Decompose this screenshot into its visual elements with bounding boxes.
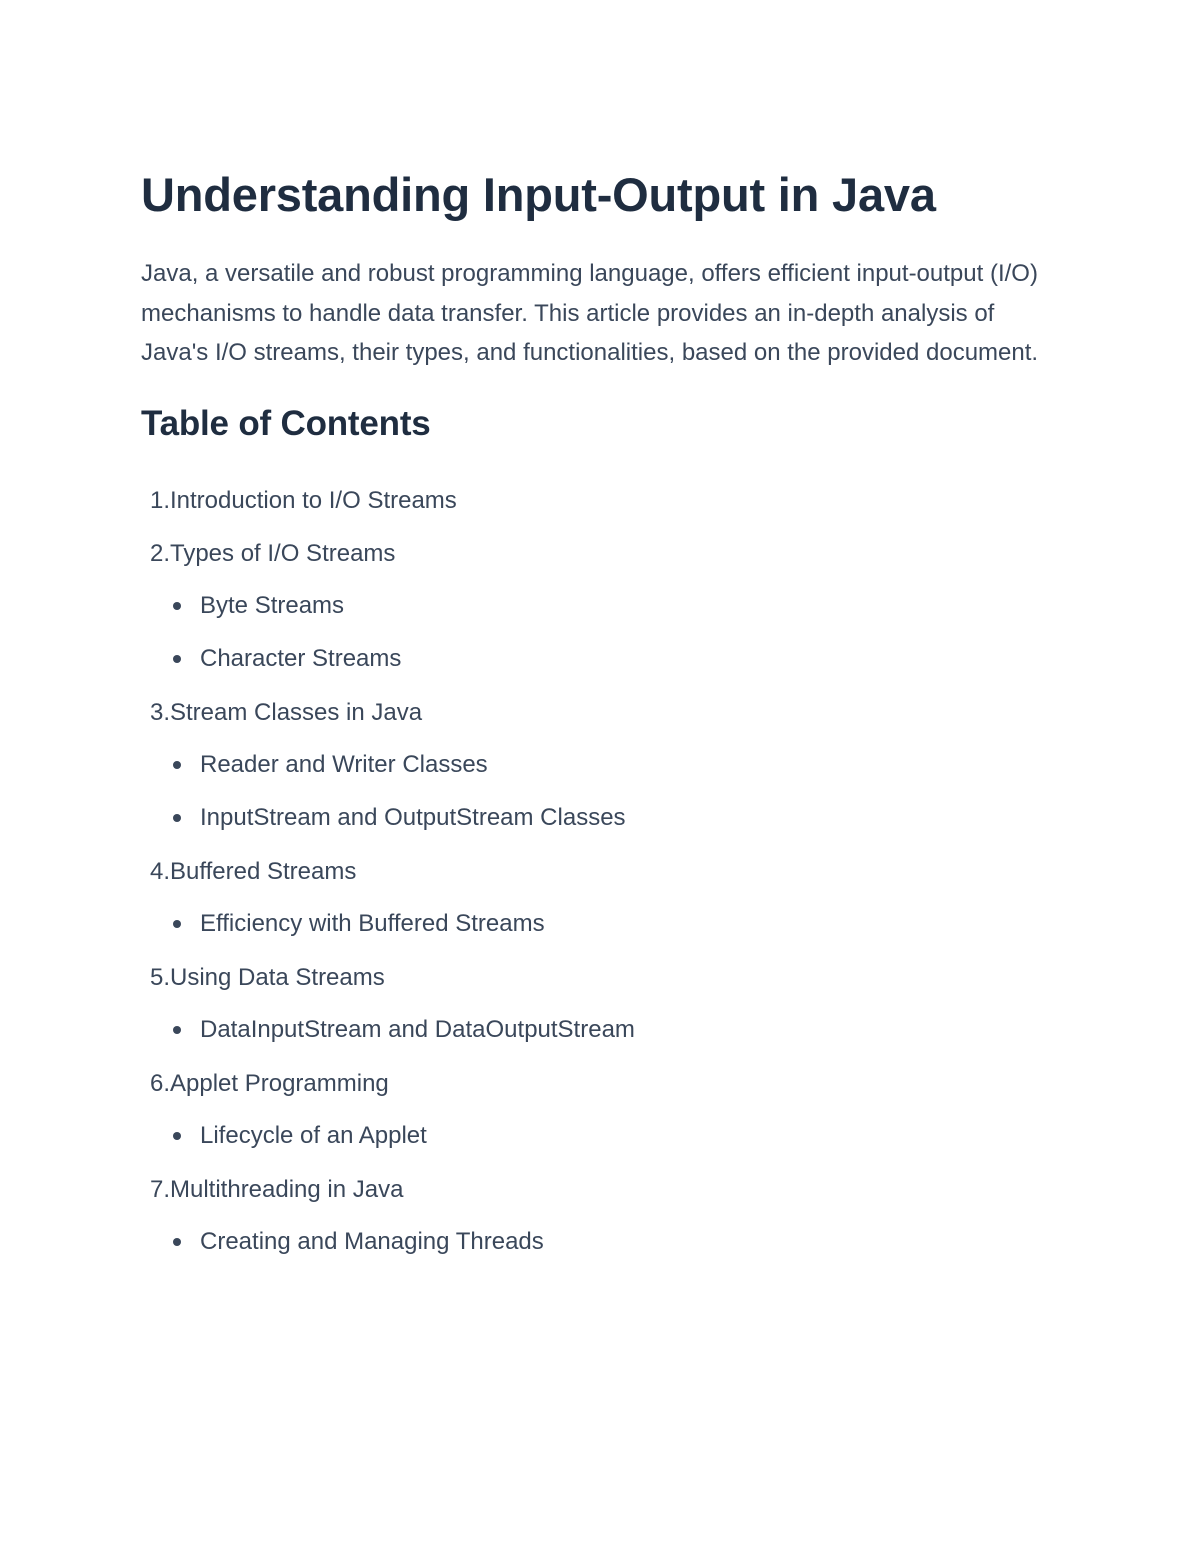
toc-sublist <box>141 898 1051 951</box>
toc-item <box>141 686 1051 845</box>
toc-entry <box>141 951 1051 1004</box>
toc-sublist <box>141 1110 1051 1163</box>
toc-item-number: 4. <box>149 857 170 885</box>
toc-subitem <box>141 1216 1051 1269</box>
toc-subitem-label: Efficiency with Buffered Streams <box>200 910 545 937</box>
toc-subitem-label: Character Streams <box>200 645 402 672</box>
toc-item <box>141 951 1051 1057</box>
bullet-icon <box>173 920 181 928</box>
toc-item-number: 6. <box>149 1069 170 1097</box>
toc-subitem-label: InputStream and OutputStream Classes <box>200 804 626 831</box>
toc-item-label: Stream Classes in Java <box>170 698 423 726</box>
toc-subitem <box>141 580 1051 633</box>
toc-item-label: Introduction to I/O Streams <box>170 486 457 514</box>
bullet-icon <box>173 602 181 610</box>
toc-item-number: 2. <box>149 539 170 567</box>
toc-item-number: 3. <box>149 698 170 726</box>
toc-entry <box>141 845 1051 898</box>
bullet-icon <box>173 1132 181 1140</box>
toc-entry <box>141 474 1051 527</box>
toc-item-label: Types of I/O Streams <box>170 539 396 567</box>
toc-item-label: Buffered Streams <box>170 857 357 885</box>
toc-item <box>141 527 1051 686</box>
toc-item <box>141 474 1051 527</box>
bullet-icon <box>173 1026 181 1034</box>
toc-subitem <box>141 1004 1051 1057</box>
toc-item-number: 5. <box>149 963 170 991</box>
toc-subitem <box>141 739 1051 792</box>
toc-entry <box>141 527 1051 580</box>
toc-heading: Table of Contents <box>141 403 431 443</box>
bullet-icon <box>173 761 181 769</box>
toc-subitem <box>141 792 1051 845</box>
toc-sublist <box>141 739 1051 845</box>
toc-item-label: Using Data Streams <box>170 963 385 991</box>
toc-item-number: 7. <box>149 1175 170 1203</box>
toc-sublist <box>141 580 1051 686</box>
toc-subitem-label: Byte Streams <box>200 592 345 619</box>
toc-entry <box>141 1057 1051 1110</box>
table-of-contents <box>141 474 1051 1269</box>
bullet-icon <box>173 814 181 822</box>
toc-subitem-label: DataInputStream and DataOutputStream <box>200 1016 635 1043</box>
toc-sublist <box>141 1216 1051 1269</box>
toc-item <box>141 1057 1051 1163</box>
toc-subitem-label: Creating and Managing Threads <box>200 1228 544 1255</box>
toc-item <box>141 1163 1051 1269</box>
toc-sublist <box>141 1004 1051 1057</box>
toc-entry <box>141 686 1051 739</box>
toc-entry <box>141 1163 1051 1216</box>
intro-paragraph: Java, a versatile and robust programming language, offers efficient input-output (I/O) mechanisms to handle data transfer. This article provides an in-depth analysis of Java's I/O streams, their types, and functionalities, based on the provided document. <box>141 260 1039 366</box>
toc-item-label: Applet Programming <box>170 1069 389 1097</box>
toc-item-label: Multithreading in Java <box>170 1175 404 1203</box>
toc-subitem-label: Reader and Writer Classes <box>200 751 488 778</box>
bullet-icon <box>173 1238 181 1246</box>
toc-subitem-label: Lifecycle of an Applet <box>200 1122 427 1149</box>
toc-subitem <box>141 1110 1051 1163</box>
toc-subitem <box>141 633 1051 686</box>
page-title: Understanding Input-Output in Java <box>141 168 936 221</box>
toc-subitem <box>141 898 1051 951</box>
bullet-icon <box>173 655 181 663</box>
toc-item-number: 1. <box>149 486 170 514</box>
toc-item <box>141 845 1051 951</box>
document-page <box>141 166 1051 1269</box>
